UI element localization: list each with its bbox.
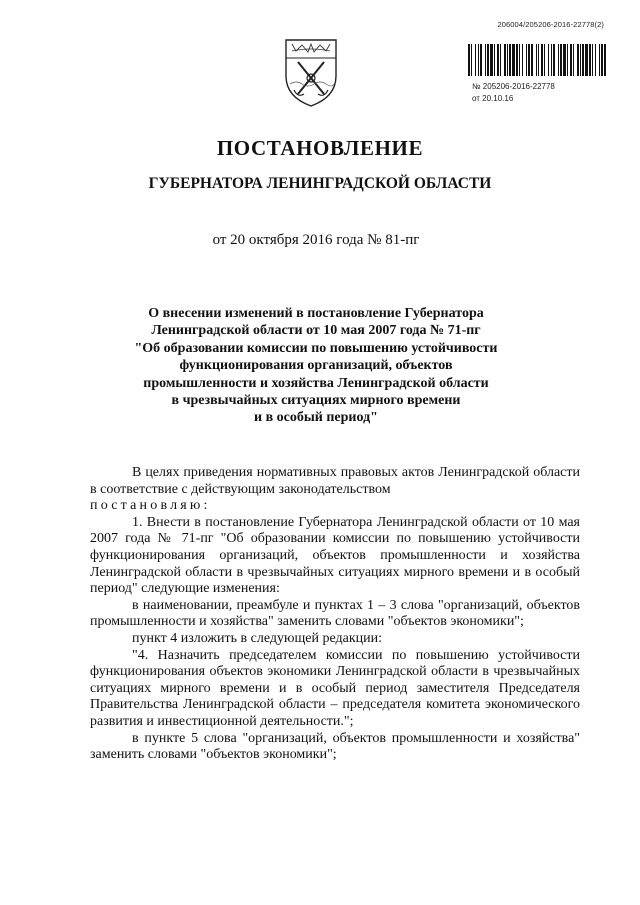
change-name-paragraph: в наименовании, преамбуле и пунктах 1 – 3 слова "организаций, объектов промышленности и хозяйства" заменить словами "объектов экономики"; xyxy=(90,597,580,630)
barcode-icon xyxy=(467,43,609,77)
document-code: 206004/205206-2016-22778(2) xyxy=(497,20,604,29)
registration-number: № 205206-2016-22778 xyxy=(472,82,555,91)
item-4-new-text: "4. Назначить председателем комиссии по повышению устойчивости функционирования объектов экономики Ленинградской области в чрезвычайных ситуациях мирного времени и в особый период заместителя Председателя Правительства Ленинградской области – председателя комитета экономического развития и инвестиционной деятельности."; xyxy=(90,647,580,729)
registration-date: от 20.10.16 xyxy=(472,94,514,103)
heading-line: промышленности и хозяйства Ленинградской области xyxy=(143,375,489,391)
heading-line: функционирования организаций, объектов xyxy=(179,358,453,374)
heading-line: Ленинградской области от 10 мая 2007 года № 71-пг xyxy=(151,323,481,339)
resolution-word: постановляю: xyxy=(90,498,211,514)
document-title: ПОСТАНОВЛЕНИЕ xyxy=(216,136,424,160)
leningrad-oblast-coat-of-arms-icon xyxy=(282,36,340,108)
heading-line: и в особый период" xyxy=(254,410,378,426)
decree-heading xyxy=(100,305,532,427)
document-subtitle: ГУБЕРНАТОРА ЛЕНИНГРАДСКОЙ ОБЛАСТИ xyxy=(148,175,492,192)
change-item-4-intro: пункт 4 изложить в следующей редакции: xyxy=(132,630,382,646)
item-1-paragraph: 1. Внести в постановление Губернатора Ленинградской области от 10 мая 2007 года № 71-пг "Об образовании комиссии по повышению устойчивости функционирования организаций, объектов промышленности и хозяйства Ленинградской области в чрезвычайных ситуациях мирного времени и в особый период" следующие изменения: xyxy=(90,514,580,597)
decree-body xyxy=(90,465,580,764)
heading-line: О внесении изменений в постановление Губернатора xyxy=(148,306,484,321)
decree-date-number: от 20 октября 2016 года № 81-пг xyxy=(212,232,420,248)
registration-info xyxy=(472,81,555,105)
preamble-paragraph: В целях приведения нормативных правовых актов Ленинградской области в соответствие с действующим законодательством xyxy=(90,465,580,497)
heading-line: в чрезвычайных ситуациях мирного времени xyxy=(171,393,461,409)
change-item-5-paragraph: в пункте 5 слова "организаций, объектов промышленности и хозяйства" заменить словами "объектов экономики"; xyxy=(90,730,580,763)
heading-line: "Об образовании комиссии по повышению устойчивости xyxy=(134,340,498,356)
